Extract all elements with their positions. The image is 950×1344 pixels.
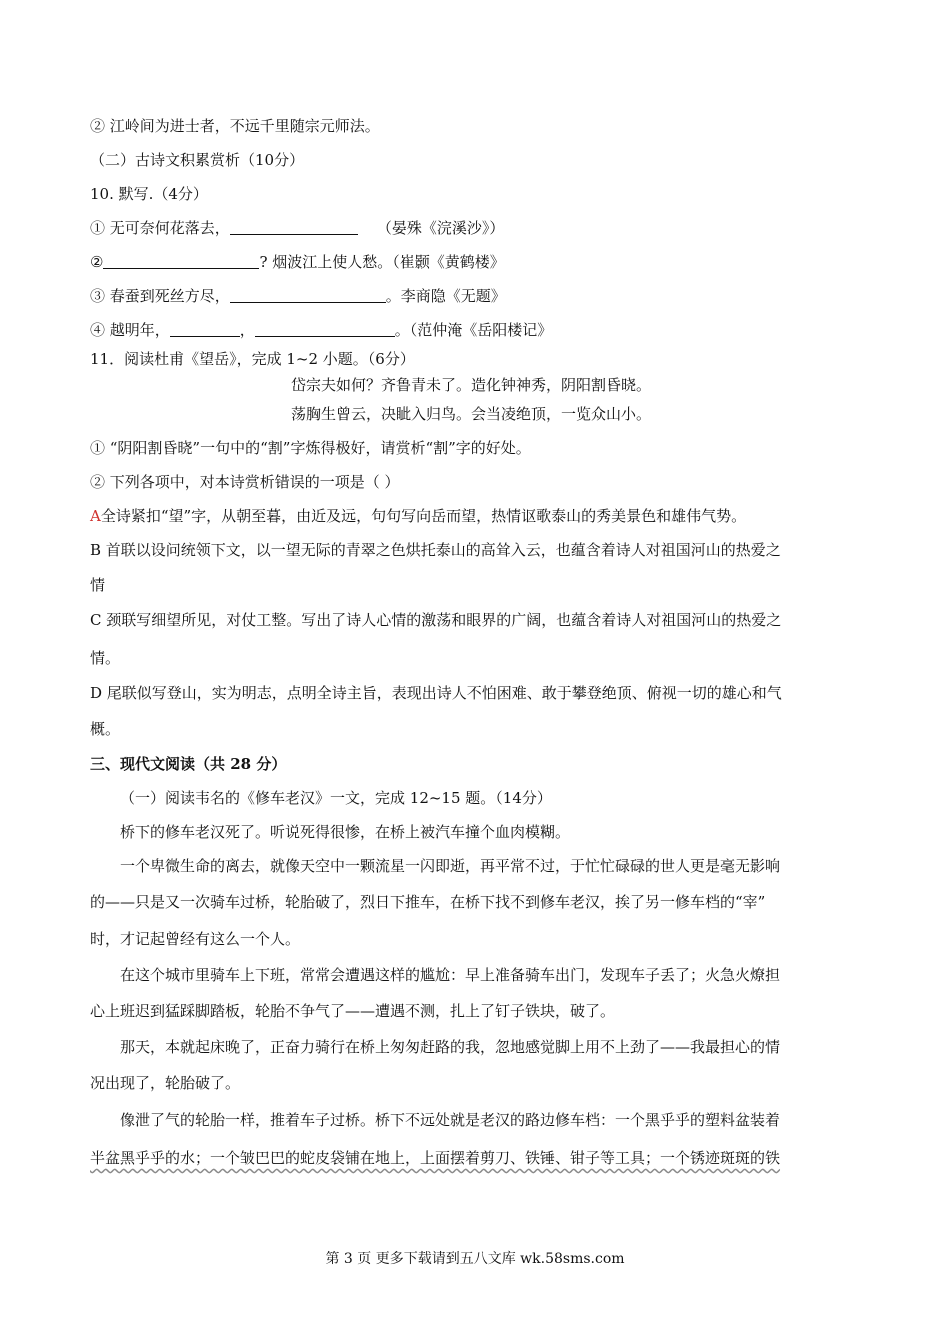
subsection-heading: （一）阅读韦名的《修车老汉》一文，完成 12~15 题。（14分）: [120, 789, 552, 807]
paragraph-line: 桥下的修车老汉死了。听说死得很惨，在桥上被汽车撞个血肉模糊。: [120, 823, 571, 841]
option-c: C 颈联写细望所见，对仗工整。写出了诗人心情的激荡和眼界的广阔，也蕴含着诗人对祖国河山的热爱之: [90, 611, 782, 629]
text-part: ① 无可奈何花落去，: [90, 219, 230, 237]
text-part: ③ 春蚕到死丝方尽，: [90, 287, 230, 305]
text-part: ④ 越明年，: [90, 321, 170, 339]
text-part: 像泄了气的轮胎一样，推着车子过桥。桥下不远处就是老汉的路边修车档：一个黑乎乎的塑料盆装着: [120, 1111, 781, 1129]
text-part: 。李商隐《无题》: [385, 287, 506, 305]
question-10: 10. 默写.（4分）: [90, 185, 208, 203]
option-c-cont: 情。: [90, 649, 121, 667]
answer-blank: [103, 254, 259, 269]
text-part: 。（范仲淹《岳阳楼记》: [394, 321, 553, 339]
paragraph-line: 在这个城市里骑车上下班，常常会遭遇这样的尴尬：早上准备骑车出门，发现车子丢了；火急火燎担: [120, 966, 781, 984]
text-part: 半盆黑乎乎的水；一个皱巴巴的蛇皮袋铺在地上，上面摆着剪刀、铁锤、钳子等工具；一个锈迹斑斑的铁: [90, 1149, 781, 1167]
option-letter: A: [90, 507, 101, 525]
answer-blank: [230, 288, 386, 303]
q10-item-1: [90, 218, 504, 238]
paragraph-line: [120, 1110, 780, 1130]
answer-blank: [170, 322, 240, 337]
answer-blank: [255, 322, 395, 337]
section-3-heading: 三、现代文阅读（共 28 分）: [90, 755, 287, 773]
q10-item-4: [90, 320, 552, 340]
text-line: ② 江岭间为进士者，不远千里随宗元师法。: [90, 117, 380, 135]
paragraph-line: [90, 1148, 780, 1168]
text-part: ，: [239, 321, 255, 339]
option-b: B 首联以设问统领下文，以一望无际的青翠之色烘托泰山的高耸入云，也蕴含着诗人对祖国河山的热爱之: [90, 541, 781, 559]
text-part: （晏殊《浣溪沙》）: [376, 219, 505, 237]
option-b-cont: 情: [90, 576, 106, 594]
text-part: 全诗紧扣“望”字，从朝至暮，由近及远，句句写向岳而望，热情讴歌泰山的秀美景色和雄伟气势。: [100, 507, 747, 525]
question-11: 11．阅读杜甫《望岳》，完成 1~2 小题。（6分）: [90, 350, 415, 368]
poem-line: 荡胸生曾云，决眦入归鸟。会当凌绝顶，一览众山小。: [291, 405, 652, 423]
q11-subquestion-2: ② 下列各项中，对本诗赏析错误的一项是（ ）: [90, 473, 400, 491]
section-heading: （二）古诗文积累赏析（10分）: [90, 151, 305, 169]
option-d-cont: 概。: [90, 720, 121, 738]
answer-blank: [230, 220, 358, 235]
poem-line: 岱宗夫如何？齐鲁青未了。造化钟神秀，阴阳割昏晓。: [291, 376, 652, 394]
q11-subquestion-1: ① “阴阳割昏晓”一句中的“割”字炼得极好，请赏析“割”字的好处。: [90, 439, 531, 457]
q10-item-3: [90, 286, 506, 306]
paragraph-line: 一个卑微生命的离去，就像天空中一颗流星一闪即逝，再平常不过，于忙忙碌碌的世人更是毫无影响: [120, 857, 781, 875]
option-d: D 尾联似写登山，实为明志，点明全诗主旨，表现出诗人不怕困难、敢于攀登绝顶、俯视一切的雄心和气: [90, 684, 782, 702]
paragraph-line: 况出现了，轮胎破了。: [90, 1074, 241, 1092]
paragraph-line: 那天，本就起床晚了，正奋力骑行在桥上匆匆赶路的我，忽地感觉脚上用不上劲了——我最担心的情: [120, 1038, 781, 1056]
q10-item-2: [90, 252, 505, 272]
paragraph-line: 时，才记起曾经有这么一个人。: [90, 930, 301, 948]
page-footer: 第 3 页 更多下载请到五八文库 wk.58sms.com: [325, 1251, 625, 1267]
option-a: [90, 506, 746, 526]
text-part: ②: [90, 253, 104, 271]
paragraph-line: 的——只是又一次骑车过桥，轮胎破了，烈日下推车，在桥下找不到修车老汉，挨了另一修车档的“宰”: [90, 893, 766, 911]
text-part: ? 烟波江上使人愁。（崔颢《黄鹤楼》: [259, 253, 505, 271]
paragraph-line: 心上班迟到猛踩脚踏板，轮胎不争气了——遭遇不测，扎上了钉子铁块，破了。: [90, 1002, 616, 1020]
